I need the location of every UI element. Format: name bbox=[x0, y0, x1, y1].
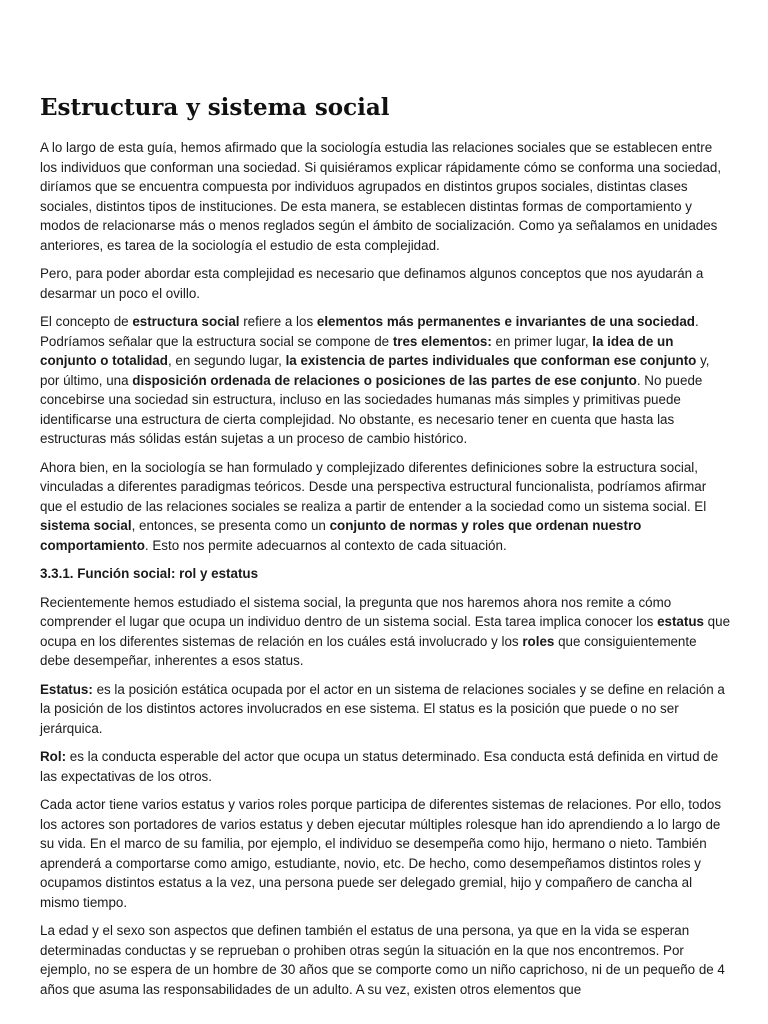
definition-rol bbox=[40, 747, 730, 786]
paragraph-intro: A lo largo de esta guía, hemos afirmado que la sociología estudia las relaciones sociales que se establecen entre los individuos que conforman una sociedad. Si quisiéramos explicar rápidamente cómo se conforma una sociedad, diríamos que se encuentra compuesta por individuos agrupados en distintos grupos sociales, distintas clases sociales, distintos tipos de instituciones. De esta manera, se establecen distintas formas de comportamiento y modos de relacionarse más o menos reglados según el ámbito de socialización. Como ya señalamos en unidades anteriores, es tarea de la sociología el estudio de esta complejidad. bbox=[40, 140, 722, 253]
bold-term: la idea de un conjunto o totalidad bbox=[40, 333, 674, 368]
text-run: en primer lugar, bbox=[491, 333, 593, 349]
paragraph-rol-estatus bbox=[40, 593, 730, 671]
paragraph-sistema-social bbox=[40, 458, 730, 556]
bold-term: disposición ordenada de relaciones o posiciones de las partes de ese conjunto bbox=[132, 372, 637, 388]
text-run: refiere a los bbox=[239, 314, 317, 329]
document-body bbox=[40, 138, 730, 1008]
text-run: . Esto nos permite adecuarnos al contexto de cada situación. bbox=[144, 537, 507, 553]
definition-term: Rol: bbox=[40, 749, 67, 764]
bold-term: tres elementos: bbox=[392, 333, 492, 349]
text-run: . No puede concebirse una sociedad sin estructura, incluso en las sociedades humanas más simples y primitivas puede identificarse una estructura de cierta complejidad. No obstante, es necesario tener en cuenta que hasta las estructuras más sólidas están sujetas a un proceso de cambio histórico. bbox=[40, 372, 703, 446]
paragraph-edad-sexo: La edad y el sexo son aspectos que definen también el estatus de una persona, ya que en la vida se esperan determinadas conductas y se reprueban o prohiben otras según la situación en la que nos encontremos. Por ejemplo, no se espera de un hombre de 30 años que se comporte como un niño caprichoso, ni de un pequeño de 4 años que asuma las responsabilidades de un adulto. A su vez, existen otros elementos que bbox=[40, 923, 725, 997]
bold-term: estructura social bbox=[132, 314, 240, 329]
bold-term: elementos más permanentes e invariantes de una sociedad bbox=[316, 314, 695, 329]
text-run: El concepto de bbox=[40, 314, 133, 329]
section-heading: 3.3.1. Función social: rol y estatus bbox=[40, 566, 259, 581]
text-run: . Podríamos señalar que la estructura social se compone de bbox=[40, 314, 699, 349]
definition-estatus bbox=[40, 680, 730, 739]
bold-term: roles bbox=[522, 633, 555, 649]
text-run: y, por último, una bbox=[40, 353, 710, 388]
paragraph-varios-roles: Cada actor tiene varios estatus y varios roles porque participa de diferentes sistemas de relaciones. Por ello, todos los actores son portadores de varios estatus y deben ejecutar múltiples rolesque han ido aprendiendo a lo largo de su vida. En el marco de su familia, por ejemplo, el individuo se desempeña como hijo, hermano o nieto. También aprenderá a comportarse como amigo, estudiante, novio, etc. De hecho, como desempeñamos distintos roles y ocupamos distintos estatus a la vez, una persona puede ser delegado gremial, hijo y compañero de cancha al mismo tiempo. bbox=[40, 797, 722, 910]
bold-term: sistema social bbox=[40, 518, 132, 533]
bold-term: la existencia de partes individuales que conforman ese conjunto bbox=[285, 353, 697, 368]
paragraph-estructura-social bbox=[40, 312, 730, 449]
bold-term: conjunto de normas y roles que ordenan nuestro comportamiento bbox=[40, 518, 642, 553]
paragraph-complejidad: Pero, para poder abordar esta complejidad es necesario que definamos algunos conceptos que nos ayudarán a desarmar un poco el ovillo. bbox=[40, 266, 704, 301]
text-run: , en segundo lugar, bbox=[167, 353, 286, 368]
definition-text: es la posición estática ocupada por el actor en un sistema de relaciones sociales y se define en relación a la posición de los distintos actores involucrados en ese sistema. El status es la posición que puede o no ser jerárquica. bbox=[40, 681, 725, 736]
text-run: , entonces, se presenta como un bbox=[131, 518, 330, 533]
bold-term: estatus bbox=[657, 614, 704, 629]
text-run: Recientemente hemos estudiado el sistema social, la pregunta que nos haremos ahora nos remite a cómo comprender el lugar que ocupa un individuo dentro de un sistema social. Esta tarea implica conocer los bbox=[40, 594, 672, 629]
definition-term: Estatus: bbox=[40, 681, 93, 697]
definition-text: es la conducta esperable del actor que ocupa un status determinado. Esa conducta está definida en virtud de las expectativas de los otros. bbox=[40, 749, 719, 784]
text-run: que consiguientemente debe desempeñar, inherentes a esos status. bbox=[40, 633, 697, 668]
page-title: Estructura y sistema social bbox=[40, 94, 390, 121]
text-run: Ahora bien, en la sociología se han formulado y complejizado diferentes definiciones sobre la estructura social, vinculadas a diferentes paradigmas teóricos. Desde una perspectiva estructural funcionalista, podríamos afirmar que el estudio de las relaciones sociales se realiza a partir de entender a la sociedad como un sistema social. El bbox=[40, 459, 707, 514]
text-run: que ocupa en los diferentes sistemas de relación en los cuáles está involucrado y los bbox=[40, 614, 731, 649]
